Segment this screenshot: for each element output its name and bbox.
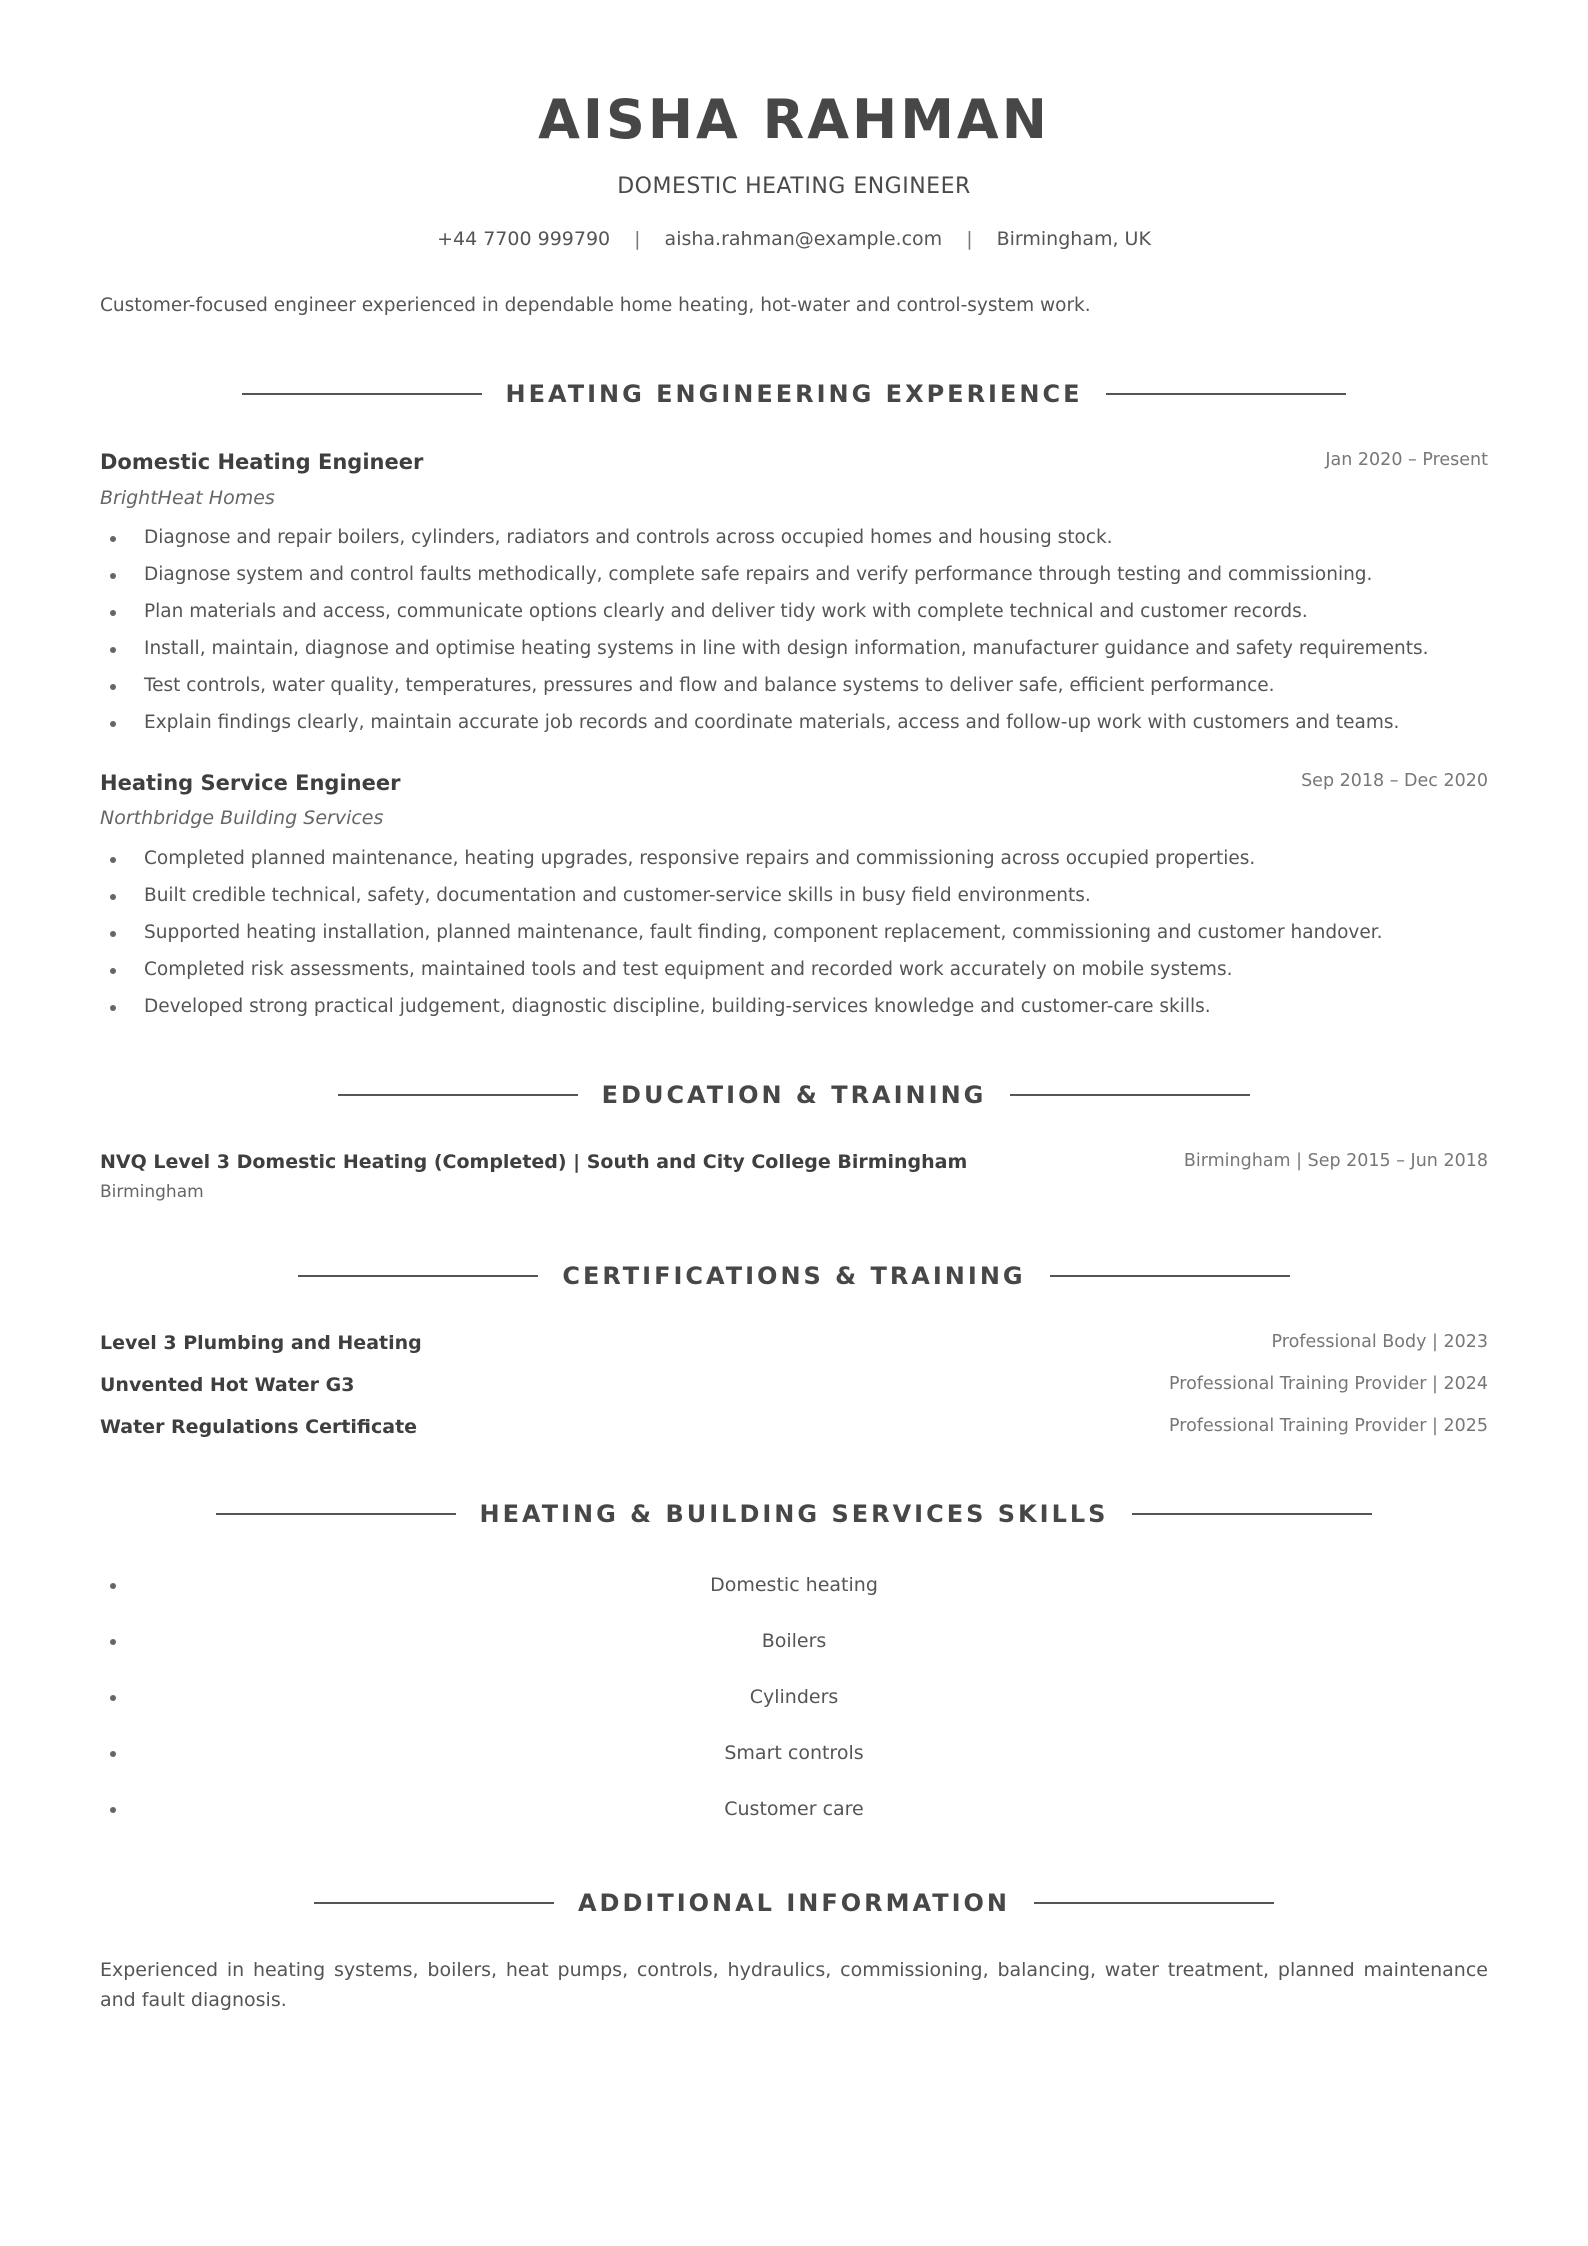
list-item: Developed strong practical judgement, diagnostic discipline, building-services knowledge and customer-care skills. [100,992,1488,1029]
certification-meta: Professional Training Provider | 2025 [1169,1416,1488,1436]
list-item: Smart controls [100,1739,1488,1795]
list-item: Cylinders [100,1683,1488,1739]
list-item: Explain findings clearly, maintain accurate job records and coordinate materials, access and follow-up work with customers and teams. [100,708,1488,745]
job-bullets [100,523,1488,745]
heading-rule [314,1902,554,1904]
certification-row [100,1374,1488,1404]
list-item: Customer care [100,1795,1488,1851]
list-item: Test controls, water quality, temperatures, pressures and flow and balance systems to deliver safe, efficient performance. [100,671,1488,708]
job-dates: Sep 2018 – Dec 2020 [1301,771,1488,791]
list-item: Built credible technical, safety, documentation and customer-service skills in busy field environments. [100,881,1488,918]
certification-row [100,1332,1488,1362]
education-location: Birmingham [100,1182,204,1202]
job-bullets [100,844,1488,1029]
contact-phone: +44 7700 999790 [437,228,611,250]
heading-rule [1034,1902,1274,1904]
section-heading-text: HEATING ENGINEERING EXPERIENCE [505,380,1083,408]
job-title: Heating Service Engineer [100,771,401,795]
job-title: Domestic Heating Engineer [100,450,424,474]
job-company: BrightHeat Homes [100,487,275,509]
job-company: Northbridge Building Services [100,807,384,829]
education-qualification: NVQ Level 3 Domestic Heating (Completed) | South and City College Birmingham [100,1151,968,1173]
certification-row [100,1416,1488,1446]
heading-rule [338,1094,578,1096]
section-heading-experience [100,380,1488,408]
section-heading-text: EDUCATION & TRAINING [601,1081,987,1109]
additional-information-text: Experienced in heating systems, boilers, heat pumps, controls, hydraulics, commissioning, balancing, water treatment, planned maintenance and fault diagnosis. [100,1959,1488,2011]
profile-summary: Customer-focused engineer experienced in dependable home heating, hot-water and control-system work. [100,295,1091,316]
list-item: Completed planned maintenance, heating upgrades, responsive repairs and commissioning across occupied properties. [100,844,1488,881]
list-item: Plan materials and access, communicate options clearly and deliver tidy work with complete technical and customer records. [100,597,1488,634]
certification-meta: Professional Training Provider | 2024 [1169,1374,1488,1394]
contact-location: Birmingham, UK [996,228,1151,250]
list-item: Domestic heating [100,1571,1488,1627]
section-heading-skills [100,1500,1488,1528]
contact-email: aisha.rahman@example.com [664,228,943,250]
contact-separator: | [634,228,641,250]
heading-rule [298,1275,538,1277]
section-heading-text: ADDITIONAL INFORMATION [577,1889,1011,1917]
heading-rule [1132,1513,1372,1515]
job-dates: Jan 2020 – Present [1325,450,1488,470]
heading-rule [216,1513,456,1515]
section-heading-additional [100,1889,1488,1917]
list-item: Install, maintain, diagnose and optimise heating systems in line with design information, manufacturer guidance and safety requirements. [100,634,1488,671]
heading-rule [1050,1275,1290,1277]
candidate-name: AISHA RAHMAN [538,88,1050,151]
contact-line [100,228,1488,250]
education-meta: Birmingham | Sep 2015 – Jun 2018 [1183,1151,1488,1171]
certification-name: Unvented Hot Water G3 [100,1374,355,1396]
contact-separator: | [966,228,973,250]
section-heading-text: HEATING & BUILDING SERVICES SKILLS [479,1500,1109,1528]
section-heading-education [100,1081,1488,1109]
heading-rule [1010,1094,1250,1096]
list-item: Diagnose system and control faults methodically, complete safe repairs and verify performance through testing and commissioning. [100,560,1488,597]
heading-rule [242,393,482,395]
list-item: Diagnose and repair boilers, cylinders, radiators and controls across occupied homes and housing stock. [100,523,1488,560]
section-heading-certifications [100,1262,1488,1290]
list-item: Completed risk assessments, maintained tools and test equipment and recorded work accurately on mobile systems. [100,955,1488,992]
heading-rule [1106,393,1346,395]
certification-name: Level 3 Plumbing and Heating [100,1332,422,1354]
certification-name: Water Regulations Certificate [100,1416,418,1438]
skills-list [100,1571,1488,1851]
section-heading-text: CERTIFICATIONS & TRAINING [562,1262,1026,1290]
list-item: Boilers [100,1627,1488,1683]
list-item: Supported heating installation, planned maintenance, fault finding, component replacement, commissioning and customer handover. [100,918,1488,955]
certification-meta: Professional Body | 2023 [1271,1332,1488,1352]
candidate-role: DOMESTIC HEATING ENGINEER [617,174,971,199]
